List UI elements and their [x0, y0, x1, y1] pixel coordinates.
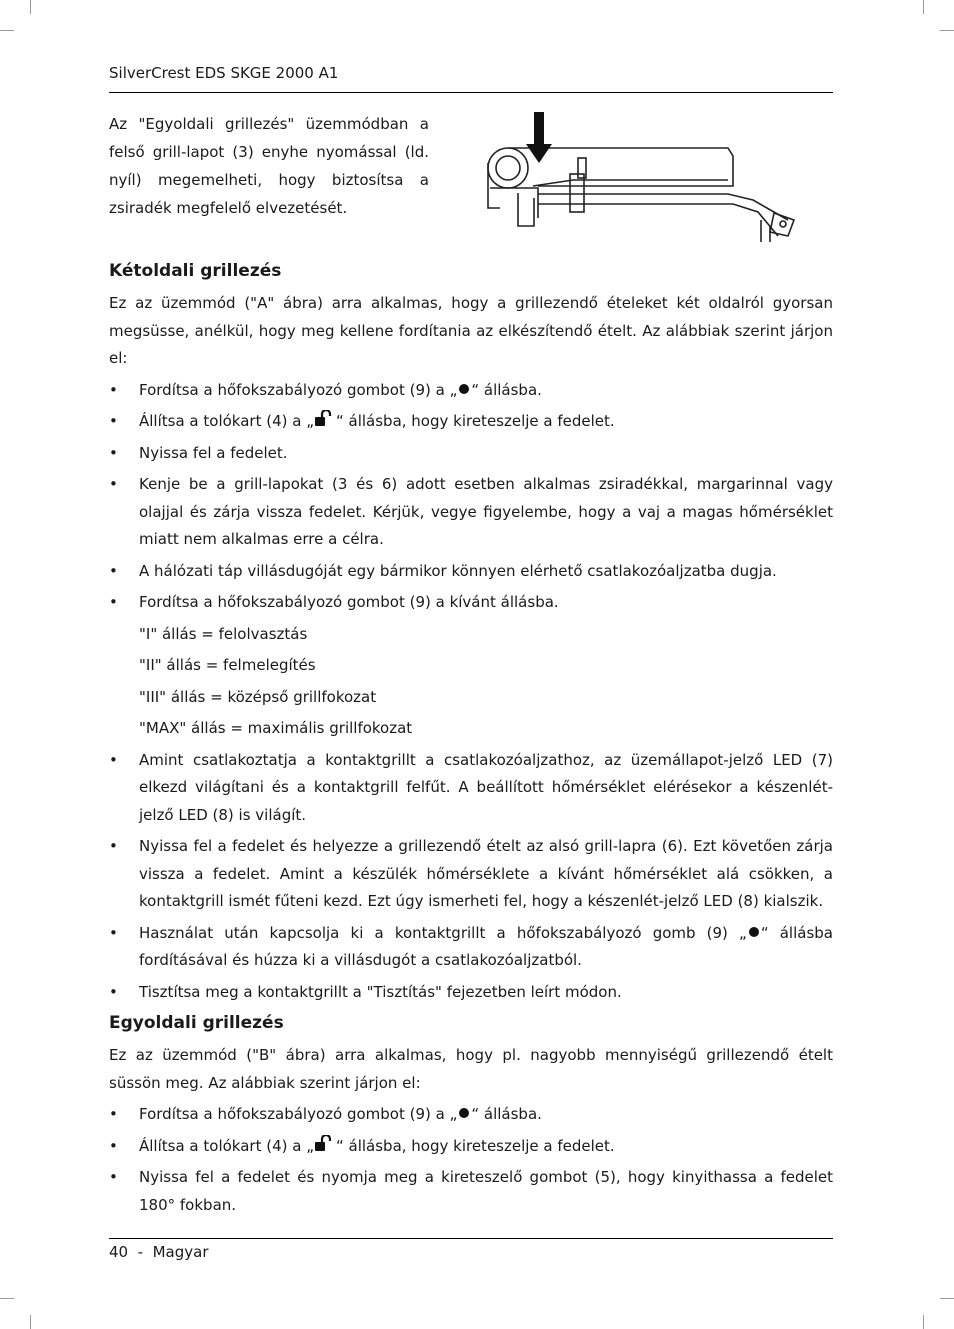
main-content — [109, 258, 833, 1223]
document-header-title: SilverCrest EDS SKGE 2000 A1 — [109, 64, 339, 82]
bullet-icon: • — [109, 443, 118, 462]
crop-mark — [923, 0, 924, 14]
intro-paragraph: Az "Egyoldali grillezés" üzemmódban a felső grill-lapot (3) enyhe nyomással (ld. nyíl) megemelheti, hogy biztosítsa a zsiradék megfelelő elvezetését. — [109, 115, 429, 217]
list-item: • Fordítsa a hőfokszabályozó gombot (9) a „ “ állásba. — [109, 377, 833, 405]
footer-rule — [109, 1238, 833, 1239]
list-item: • Fordítsa a hőfokszabályozó gombot (9) a „ “ állásba. — [109, 1101, 833, 1129]
crop-mark — [0, 1298, 14, 1299]
crop-mark — [0, 30, 14, 31]
list-item: • Állítsa a tolókart (4) a „ “ állásba, hogy kireteszelje a fedelet. — [109, 408, 833, 436]
filled-dot-icon — [459, 1108, 469, 1118]
page-footer — [109, 1243, 209, 1261]
footer-separator: - — [137, 1243, 144, 1261]
section-intro-double-sided: Ez az üzemmód ("A" ábra) arra alkalmas, hogy a grillezendő ételeket két oldalról gyorsan megsüsse, anélkül, hogy meg kellene fordítania az elkészítendő ételt. Az alábbiak szerint járjon el: — [109, 294, 833, 367]
header-rule — [109, 92, 833, 93]
section-heading-single-sided: Egyoldali grillezés — [109, 1013, 284, 1033]
filled-dot-icon — [459, 384, 469, 394]
list-item: • Használat után kapcsolja ki a kontaktgrillt a hőfokszabályozó gomb (9) „ “ állásba fordításával és húzza ki a villásdugót a csatlakozóaljzatból. — [109, 920, 833, 975]
list-item: • A hálózati táp villásdugóját egy bármikor könnyen elérhető csatlakozóaljzatba dugja. — [109, 558, 833, 586]
steps-list-double-sided — [109, 377, 833, 617]
bullet-icon: • — [109, 1136, 118, 1155]
bullet-icon: • — [109, 561, 118, 580]
bullet-icon: • — [109, 380, 118, 399]
open-lock-icon — [314, 1135, 336, 1151]
bullet-icon: • — [109, 1168, 118, 1186]
bullet-icon: • — [109, 1105, 118, 1123]
position-line: "I" állás = felolvasztás — [139, 624, 308, 643]
footer-language: Magyar — [152, 1243, 209, 1261]
list-item: • Nyissa fel a fedelet és helyezze a grillezendő ételt az alsó grill-lapra (6). Ezt követően zárja vissza a fedelet. Amint a készülék hőmérséklete a kívánt hőmérséklet alá csökken, a kontaktgrill ismét fűteni kezd. Ezt úgy ismerheti fel, hogy a készenlét-jelző LED (8) kialszik. — [109, 833, 833, 916]
bullet-icon: • — [109, 593, 118, 611]
section-heading-double-sided: Kétoldali grillezés — [109, 261, 282, 281]
down-arrow-icon — [526, 112, 552, 163]
bullet-icon: • — [109, 475, 118, 493]
position-line: "MAX" állás = maximális grillfokozat — [139, 719, 413, 737]
list-item: • Nyissa fel a fedelet. — [109, 440, 833, 468]
list-item: • Tisztítsa meg a kontaktgrillt a "Tisztítás" fejezetben leírt módon. — [109, 979, 833, 1007]
section-intro-single-sided: Ez az üzemmód ("B" ábra) arra alkalmas, hogy pl. nagyobb mennyiségű grillezendő ételt süssön meg. Az alábbiak szerint járjon el: — [109, 1046, 833, 1092]
crop-mark — [940, 30, 954, 31]
list-item: • Kenje be a grill-lapokat (3 és 6) adott esetben alkalmas zsiradékkal, margarinnal vagy olajjal és zárja vissza fedelet. Kérjük, vegye figyelembe, hogy a vaj a magas hőmérséklet miatt nem alkalmas erre a célra. — [109, 471, 833, 554]
open-lock-icon — [314, 410, 336, 426]
list-item: • Amint csatlakoztatja a kontaktgrillt a csatlakozóaljzathoz, az üzemállapot-jelző LED (7) elkezd világítani és a kontaktgrill felfűt. A beállított hőmérséklet elérésekor a készenlét-jelző LED (8) is világít. — [109, 747, 833, 830]
crop-mark — [940, 1298, 954, 1299]
list-item: • Fordítsa a hőfokszabályozó gombot (9) a kívánt állásba. — [109, 589, 833, 617]
crop-mark — [923, 1315, 924, 1329]
position-line: "III" állás = középső grillfokozat — [139, 687, 377, 706]
bullet-icon: • — [109, 412, 118, 430]
filled-dot-icon — [749, 927, 759, 937]
grill-side-view-illustration — [478, 108, 806, 242]
position-line: "II" állás = felmelegítés — [139, 656, 316, 674]
page-number: 40 — [109, 1243, 129, 1261]
crop-mark — [30, 1315, 31, 1329]
steps-list-single-sided — [109, 1101, 833, 1219]
crop-mark — [30, 0, 31, 14]
list-item: • Állítsa a tolókart (4) a „ “ állásba, hogy kireteszelje a fedelet. — [109, 1133, 833, 1161]
bullet-icon: • — [109, 837, 118, 855]
bullet-icon: • — [109, 923, 118, 942]
list-item: • Nyissa fel a fedelet és nyomja meg a kireteszelő gombot (5), hogy kinyithassa a fedelet 180° fokban. — [109, 1164, 833, 1219]
bullet-icon: • — [109, 750, 118, 769]
steps-list-double-sided-cont — [109, 747, 833, 1007]
bullet-icon: • — [109, 982, 118, 1001]
